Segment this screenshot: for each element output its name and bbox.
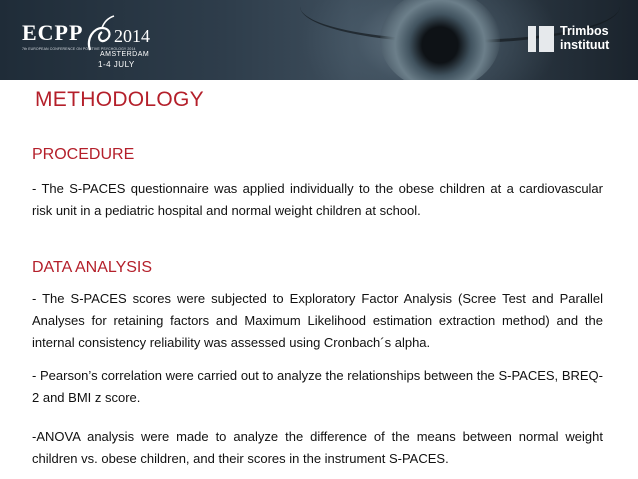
conference-logo [22,14,182,69]
conference-subtitle: 7th EUROPEAN CONFERENCE ON POSITIVE PSYCHOLOGY 2014 [22,47,136,51]
institute-line1: Trimbos [560,24,609,38]
trimbos-mark-icon [528,26,554,52]
trimbos-wordmark [560,24,609,52]
analysis-paragraph-anova: -ANOVA analysis were made to analyze the difference of the means between normal weight children vs. obese children, and their scores in the instrument S-PACES. [32,429,603,466]
analysis-paragraph-efa: - The S-PACES scores were subjected to Exploratory Factor Analysis (Scree Test and Parallel Analyses for retaining factors and Maximum Likelihood estimation extraction method) and the internal consistency reliability was assessed using Cronbach´s alpha. [32,291,603,350]
institute-line2: instituut [560,38,610,52]
analysis-paragraph-pearson: - Pearson’s correlation were carried out to analyze the relationships between the S-PACES, BREQ-2 and BMI z score. [32,368,603,405]
conference-name: ECPP [22,20,84,45]
conference-city: AMSTERDAM [100,51,150,58]
conference-dates: 1-4 JULY [98,60,135,69]
conference-year: 2014 [114,26,150,46]
eye-iris-image [380,0,500,80]
slide-title: METHODOLOGY [35,88,204,111]
procedure-heading: PROCEDURE [32,146,135,163]
header-banner [0,0,638,80]
data-analysis-heading: DATA ANALYSIS [32,259,153,276]
procedure-paragraph: - The S-PACES questionnaire was applied individually to the obese children at a cardiovascular risk unit in a pediatric hospital and normal weight children at school. [32,181,603,218]
